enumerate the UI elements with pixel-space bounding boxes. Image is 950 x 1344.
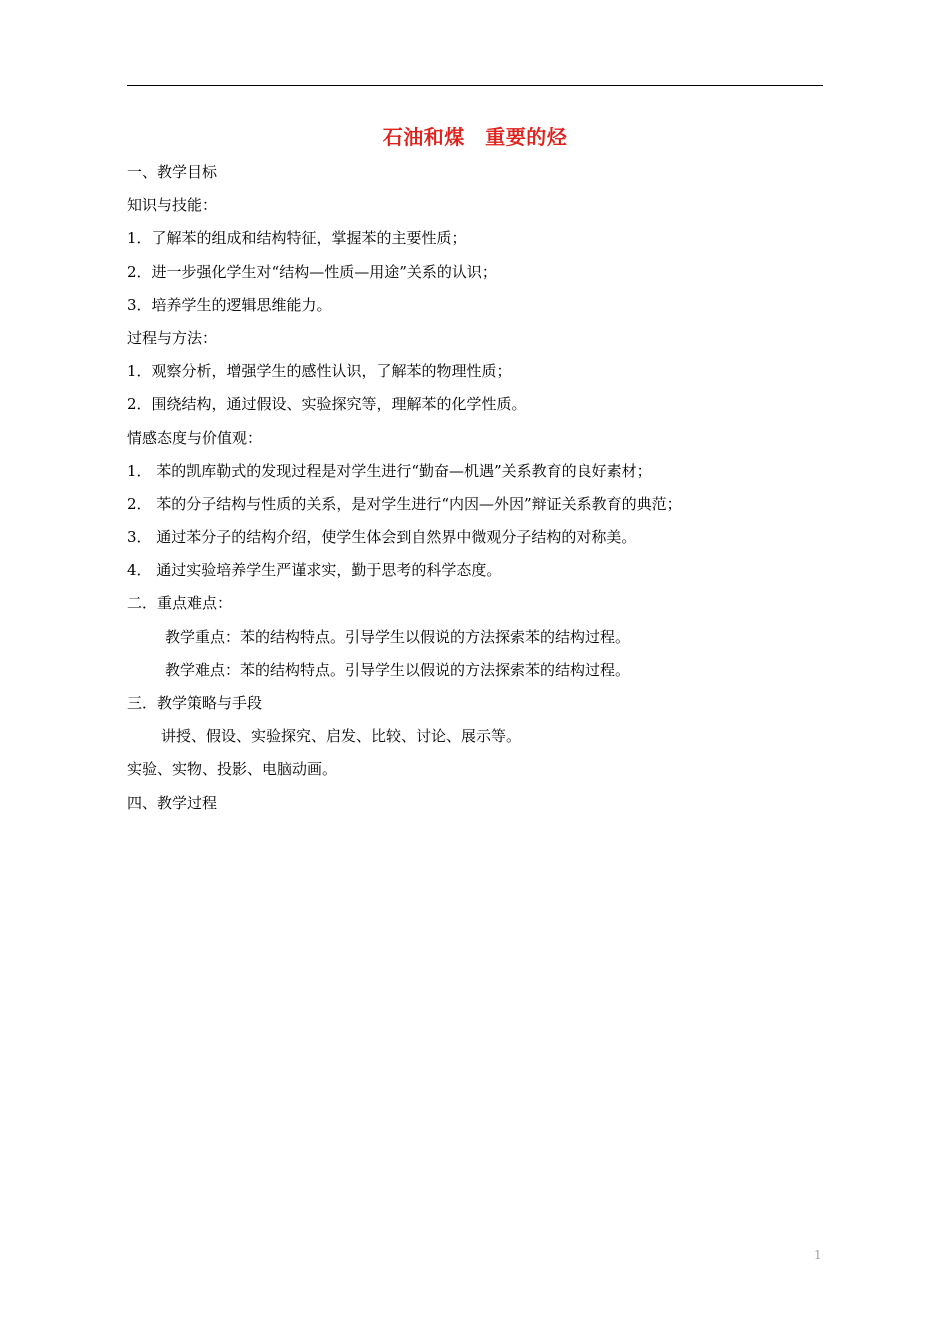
strategies-list: 讲授、假设、实验探究、启发、比较、讨论、展示等。 [161,727,522,746]
list-item: 4． 通过实验培养学生严谨求实，勤于思考的科学态度。 [127,561,502,580]
document-title: 石油和煤 重要的烃 [382,125,568,149]
section-heading-key-points: 二．重点难点： [127,594,233,613]
document-body [127,156,847,820]
list-item: 1．观察分析，增强学生的感性认识，了解苯的物理性质； [127,362,512,381]
subheading-attitudes-values: 情感态度与价值观： [127,428,263,447]
teaching-difficulty: 教学难点：苯的结构特点。引导学生以假说的方法探索苯的结构过程。 [165,660,631,679]
list-item: 3． 通过苯分子的结构介绍，使学生体会到自然界中微观分子结构的对称美。 [127,528,637,547]
list-item: 2． 苯的分子结构与性质的关系，是对学生进行“内因—外因”辩证关系教育的典范； [127,494,682,513]
list-item: 1． 苯的凯库勒式的发现过程是对学生进行“勤奋—机遇”关系教育的良好素材； [127,461,652,480]
subheading-knowledge-skills: 知识与技能： [127,196,218,215]
subheading-process-methods: 过程与方法： [127,328,218,347]
section-heading-strategies: 三．教学策略与手段 [127,694,263,712]
header-rule [127,85,823,86]
media-list: 实验、实物、投影、电脑动画。 [127,760,338,779]
list-item: 2．围绕结构，通过假设、实验探究等，理解苯的化学性质。 [127,395,527,414]
section-heading-process: 四、教学过程 [127,793,218,812]
section-heading-objectives: 一、教学目标 [127,163,218,181]
teaching-focus: 教学重点：苯的结构特点。引导学生以假说的方法探索苯的结构过程。 [165,627,631,646]
list-item: 3．培养学生的逻辑思维能力。 [127,295,332,314]
list-item: 2．进一步强化学生对“结构—性质—用途”关系的认识； [127,262,497,281]
list-item: 1．了解苯的组成和结构特征，掌握苯的主要性质； [127,229,467,248]
page-number: 1 [814,1248,822,1262]
